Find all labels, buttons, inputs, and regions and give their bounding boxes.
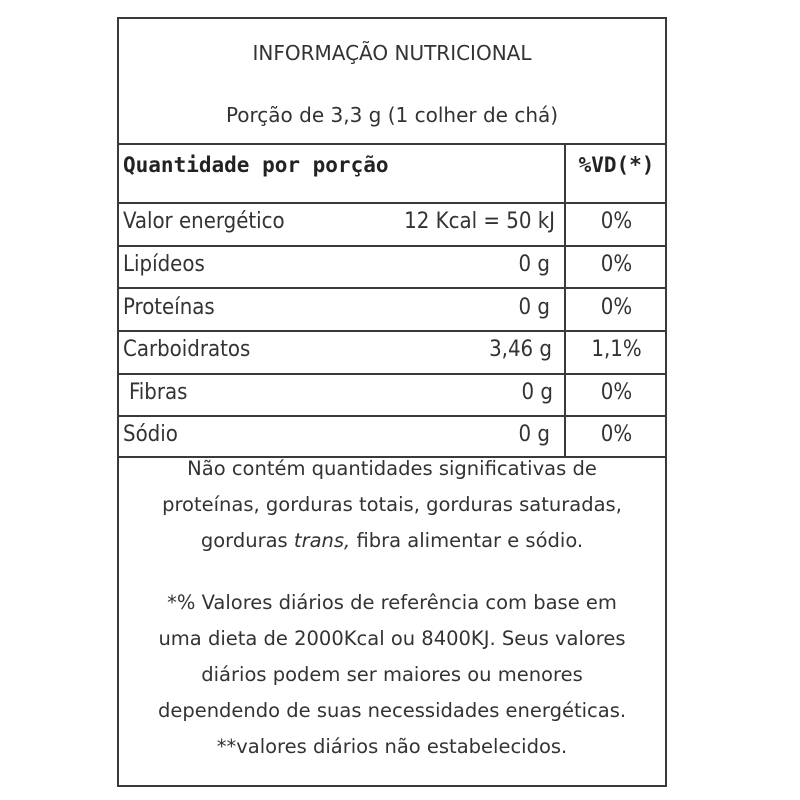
divider [119, 373, 665, 375]
divider [119, 330, 665, 332]
header-dv: %VD(*) [578, 153, 655, 177]
row-name: Fibras [129, 380, 188, 405]
footnote-italic-text: trans, [293, 529, 351, 552]
divider [119, 287, 665, 289]
portion-size: Porção de 3,3 g (1 colher de chá) [225, 103, 559, 127]
row-dv: 0% [600, 380, 633, 405]
row-dv: 0% [600, 252, 633, 277]
footnote-line: *% Valores diários de referência com base em [167, 591, 617, 614]
footnote-line: **valores diários não estabelecidos. [216, 735, 568, 758]
row-dv: 0% [600, 422, 633, 447]
footnote-line: uma dieta de 2000Kcal ou 8400KJ. Seus valores [158, 627, 626, 650]
row-amount: 0 g [521, 380, 553, 405]
row-amount: 0 g [518, 252, 550, 277]
footnote-not-significant [119, 451, 665, 559]
row-dv: 0% [600, 209, 633, 234]
divider [119, 415, 665, 417]
row-amount: 12 Kcal = 50 kJ [404, 209, 555, 234]
footnote-line: diários podem ser maiores ou menores [201, 663, 583, 686]
divider [119, 202, 665, 204]
nutrition-facts-label [117, 17, 667, 787]
divider [119, 143, 665, 145]
row-amount: 0 g [518, 422, 550, 447]
row-name: Proteínas [123, 295, 215, 320]
header-quantity: Quantidade por porção [123, 153, 389, 177]
divider [119, 245, 665, 247]
footnote-line: Não contém quantidades significativas de [187, 457, 597, 480]
row-name: Carboidratos [123, 337, 251, 362]
footnote-line: dependendo de suas necessidades energéticas. [157, 699, 627, 722]
row-name: Lipídeos [123, 252, 205, 277]
footnote-line [119, 523, 665, 559]
row-dv: 0% [600, 295, 633, 320]
label-title: INFORMAÇÃO NUTRICIONAL [252, 41, 532, 65]
row-dv: 1,1% [591, 337, 642, 362]
row-amount: 0 g [518, 295, 550, 320]
row-name: Sódio [123, 422, 178, 447]
footnote-daily-values [119, 585, 665, 765]
row-name: Valor energético [123, 209, 285, 234]
footnote-line: proteínas, gorduras totais, gorduras saturadas, [162, 493, 622, 516]
row-amount: 3,46 g [489, 337, 552, 362]
footnote-text: gorduras [200, 529, 294, 552]
footnote-text: fibra alimentar e sódio. [350, 529, 584, 552]
